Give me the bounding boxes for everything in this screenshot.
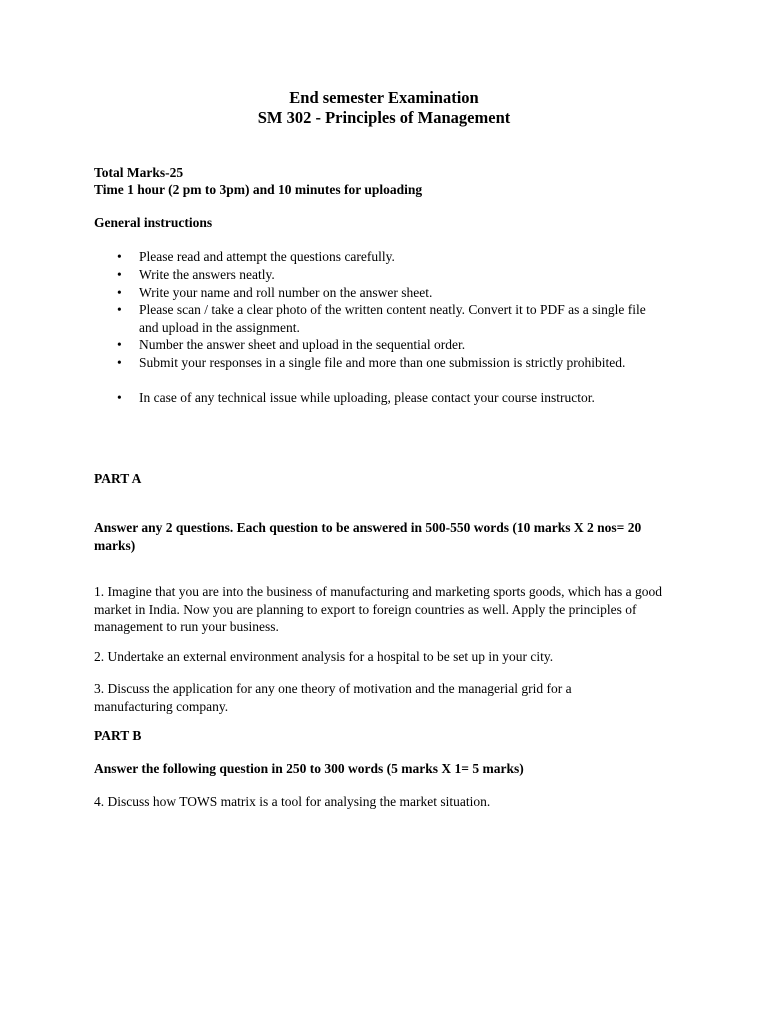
bullet-icon: • (117, 285, 122, 300)
exam-title: End semester Examination (289, 88, 479, 107)
instruction-item: • Write your name and roll number on the answer sheet. (117, 285, 433, 300)
part-a-directions: Answer any 2 questions. Each question to be answered in 500-550 words (10 marks X 2 nos= 20 marks) (94, 520, 642, 553)
bullet-icon: • (117, 390, 122, 405)
question-3: 3. Discuss the application for any one theory of motivation and the managerial grid for a manufacturing company. (94, 681, 572, 714)
bullet-icon: • (117, 302, 122, 317)
instruction-item: • Write the answers neatly. (117, 267, 275, 282)
instructions-heading: General instructions (94, 215, 213, 230)
instruction-item: • In case of any technical issue while uploading, please contact your course instructor. (117, 390, 595, 405)
part-b-directions: Answer the following question in 250 to 300 words (5 marks X 1= 5 marks) (94, 761, 524, 776)
instruction-item: • Number the answer sheet and upload in the sequential order. (117, 337, 466, 352)
exam-time: Time 1 hour (2 pm to 3pm) and 10 minutes for uploading (94, 182, 423, 197)
part-b-heading: PART B (94, 728, 142, 743)
bullet-icon: • (117, 267, 122, 282)
bullet-icon: • (117, 249, 122, 264)
total-marks: Total Marks-25 (94, 165, 184, 180)
bullet-icon: • (117, 355, 122, 370)
part-a-heading: PART A (94, 471, 142, 486)
instruction-item: • Submit your responses in a single file and more than one submission is strictly prohibited. (117, 355, 626, 370)
instruction-item: • Please scan / take a clear photo of the written content neatly. Convert it to PDF as a single file and upload in the assignment. (117, 302, 646, 335)
instruction-item: • Please read and attempt the questions carefully. (117, 249, 395, 264)
question-4: 4. Discuss how TOWS matrix is a tool for analysing the market situation. (94, 794, 491, 809)
bullet-icon: • (117, 337, 122, 352)
question-2: 2. Undertake an external environment analysis for a hospital to be set up in your city. (94, 649, 554, 664)
course-title: SM 302 - Principles of Management (257, 108, 511, 127)
question-1: 1. Imagine that you are into the business of manufacturing and marketing sports goods, which has a good market in India. Now you are planning to export to foreign countries as well. Apply the principles of management to run your business. (94, 584, 663, 634)
